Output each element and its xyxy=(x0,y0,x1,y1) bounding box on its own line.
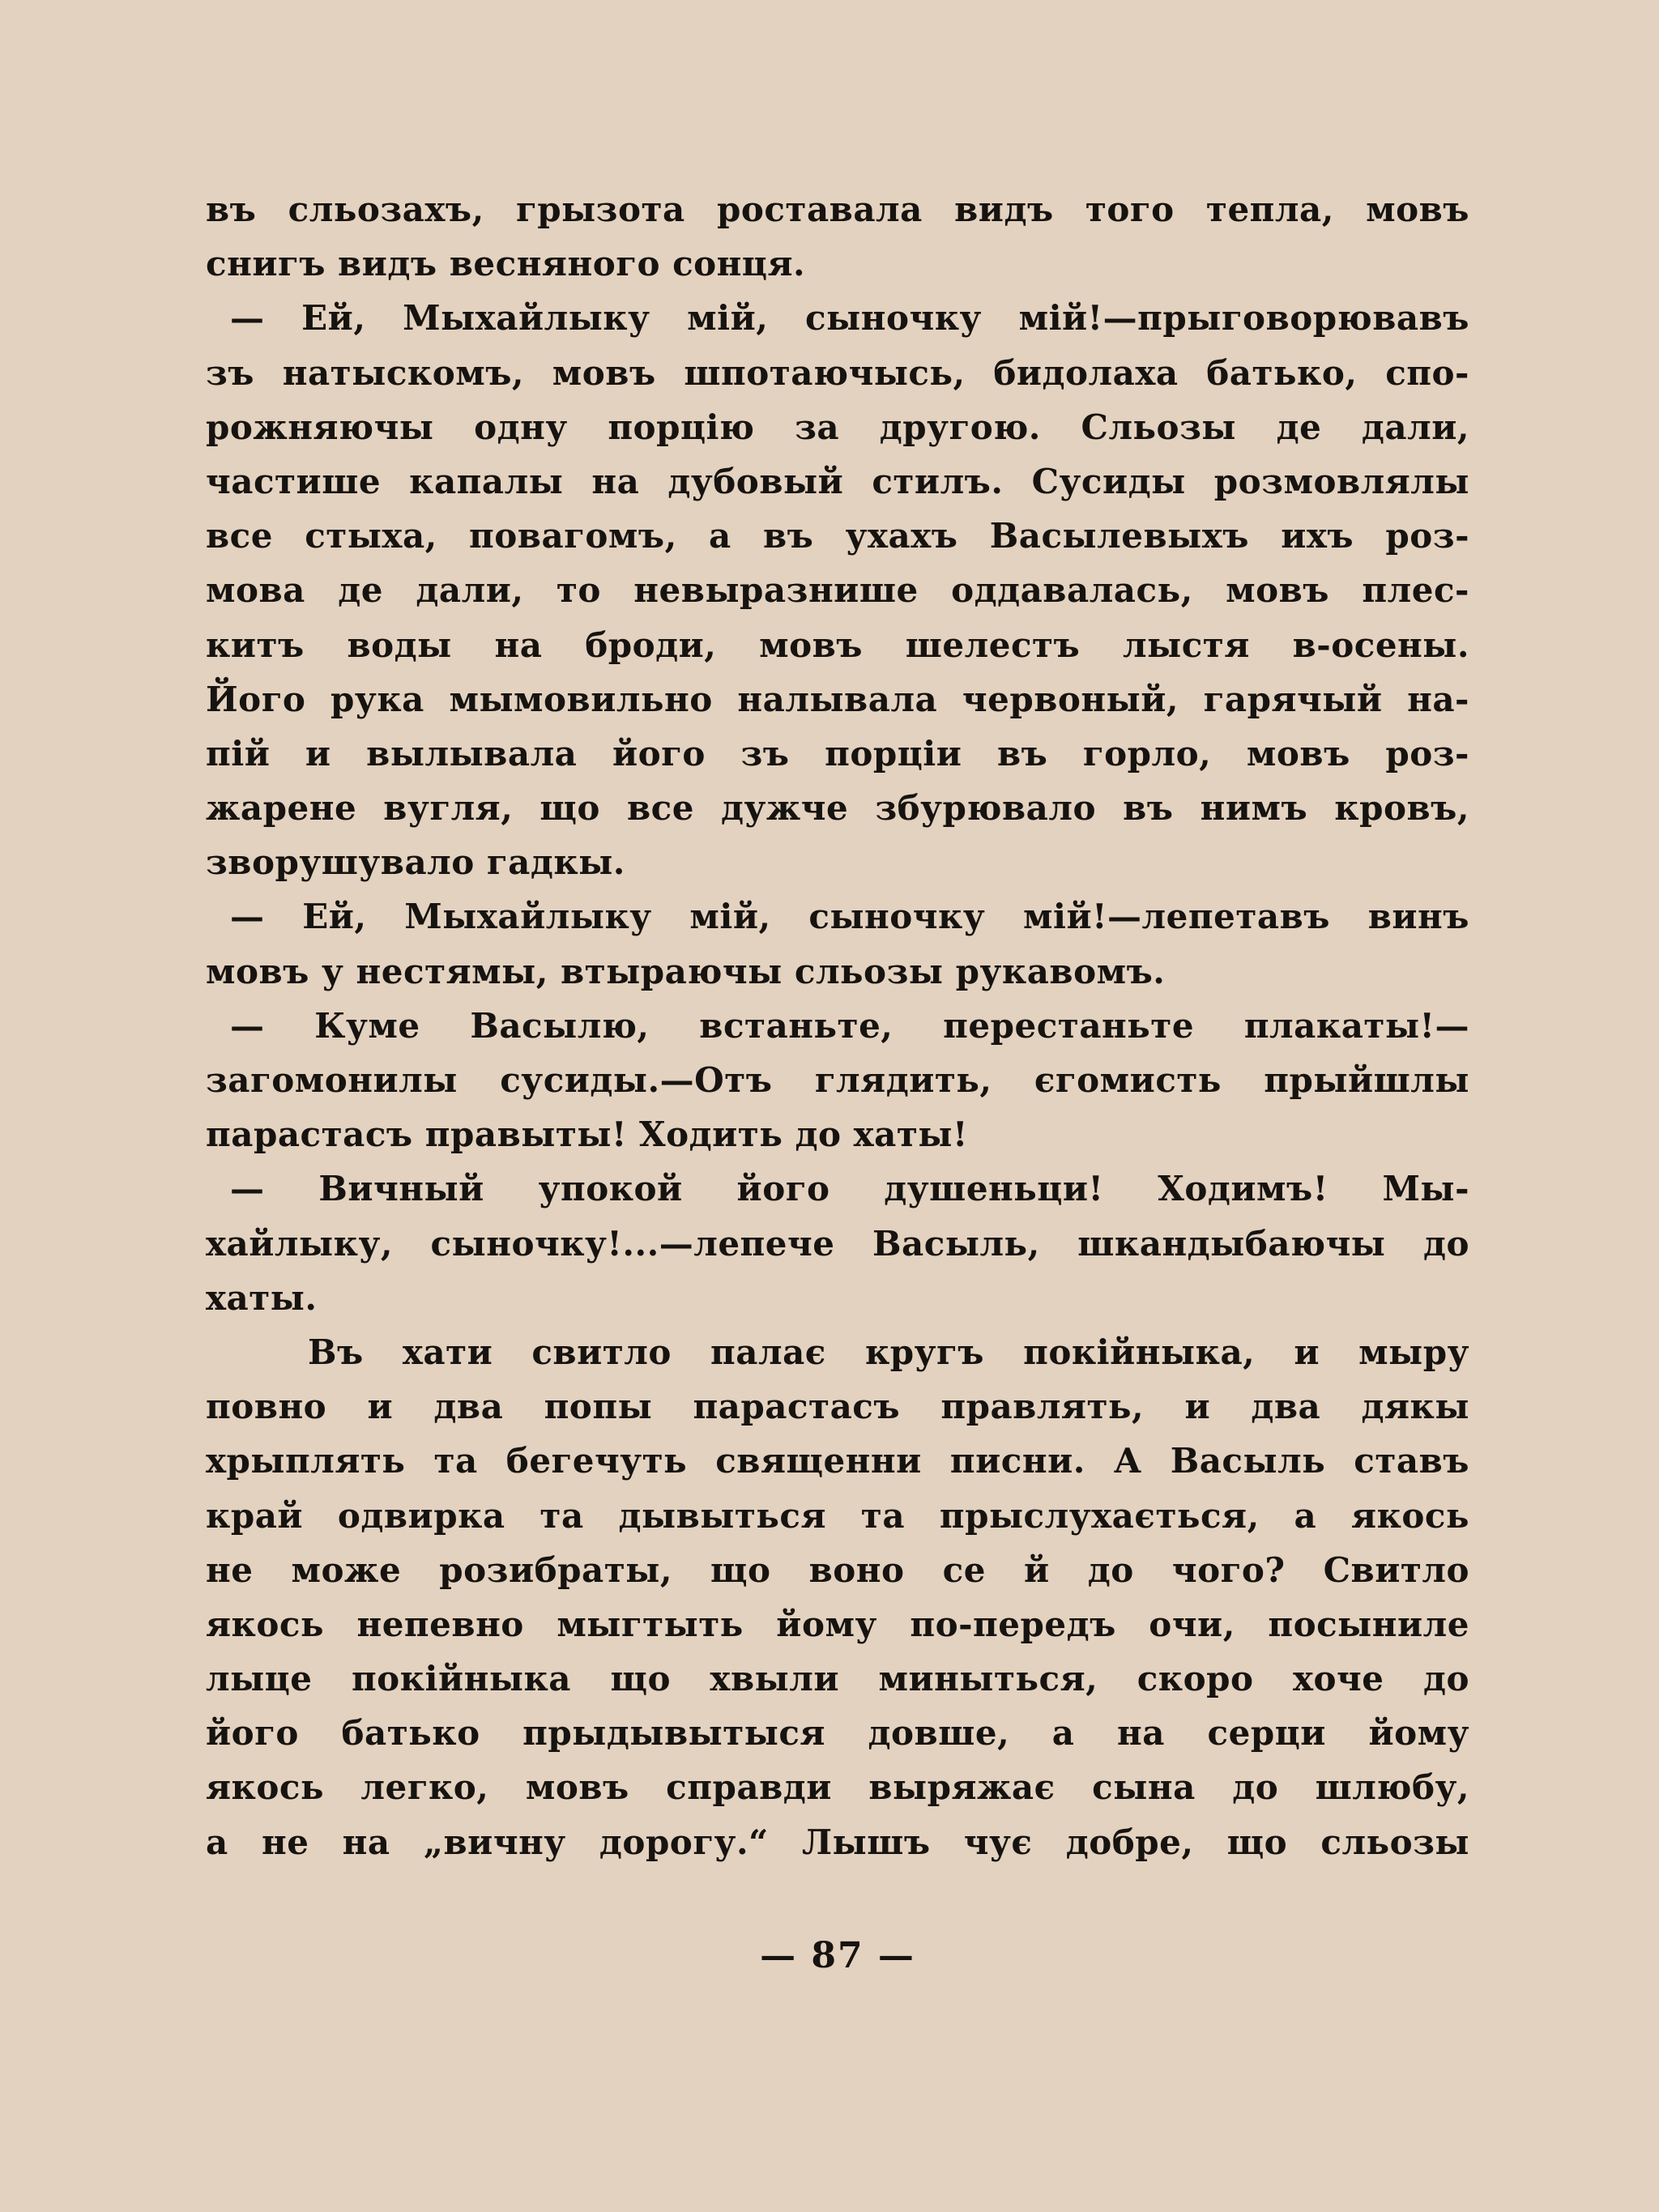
body-text xyxy=(206,182,1469,1869)
text-line: парастасъ правыты! Ходить до хаты! xyxy=(206,1115,968,1155)
text-line: жарене вугля, що все дужче збурювало въ нимъ кровъ, xyxy=(206,788,1469,829)
text-line: якось непевно мыгтыть йому по-передъ очи, посыниле xyxy=(206,1604,1469,1644)
text-line: — Вичный упокой його душеньци! Ходимъ! Мы- xyxy=(230,1169,1469,1209)
text-line: Його рука мымовильно налывала червоный, гарячый на- xyxy=(206,679,1469,719)
text-line: зъ натыскомъ, мовъ шпотаючысь, бидолаха батько, спо- xyxy=(206,352,1469,393)
text-line: повно и два попы парастасъ правлять, и два дякы xyxy=(206,1387,1469,1427)
text-line: мовъ у нестямы, втыраючы сльозы рукавомъ. xyxy=(206,951,1166,991)
text-line: якось легко, мовъ справди выряжає сына до шлюбу, xyxy=(206,1767,1469,1808)
book-page xyxy=(206,0,1469,2212)
text-line: край одвирка та дывыться та прыслухається, а якось xyxy=(206,1495,1469,1536)
text-line: Въ хати свитло палає кругъ покійныка, и мыру xyxy=(308,1332,1469,1372)
text-line: хаты. xyxy=(206,1277,318,1318)
text-line: хрыплять та бегечуть священни писни. А Васыль ставъ xyxy=(206,1441,1469,1481)
text-line: а не на „вичну дорогу.“ Лышъ чує добре, що сльозы xyxy=(206,1822,1469,1862)
text-line: його батько прыдывытыся довше, а на серци йому xyxy=(206,1713,1469,1754)
text-line: частише капалы на дубовый стилъ. Сусиды розмовлялы xyxy=(206,461,1469,501)
text-line: рожняючы одну порцію за другою. Сльозы де дали, xyxy=(206,407,1469,447)
text-line: — Куме Васылю, встаньте, перестаньте плакаты!— xyxy=(230,1005,1469,1046)
text-line: — Ей, Мыхайлыку мій, сыночку мій!—лепетавъ винъ xyxy=(230,897,1469,937)
text-line: не може розибраты, що воно се й до чого? Свитло xyxy=(206,1549,1469,1590)
text-line: — Ей, Мыхайлыку мій, сыночку мій!—прыговорювавъ xyxy=(230,298,1469,339)
text-line: все стыха, повагомъ, а въ ухахъ Васылевыхъ ихъ роз- xyxy=(206,516,1469,556)
text-line: мова де дали, то невыразнише оддавалась, мовъ плес- xyxy=(206,570,1469,611)
text-line: загомонилы сусиды.—Отъ глядить, єгомисть прыйшлы xyxy=(206,1060,1469,1100)
text-line: лыце покійныка що хвыли миныться, скоро хоче до xyxy=(206,1659,1469,1699)
text-line: снигъ видъ весняного сонця. xyxy=(206,244,806,284)
text-line: хайлыку, сыночку!...—лепече Васыль, шкандыбаючы до xyxy=(206,1223,1469,1264)
text-line: китъ воды на броди, мовъ шелестъ лыстя в-осены. xyxy=(206,624,1469,665)
text-line: въ сльозахъ, грызота роставала видъ того тепла, мовъ xyxy=(206,190,1469,229)
text-line: пій и вылывала його зъ порціи въ горло, мовъ роз- xyxy=(206,733,1469,774)
page-number: — 87 — xyxy=(760,1935,915,1976)
text-line: зворушувало гадкы. xyxy=(206,842,625,883)
